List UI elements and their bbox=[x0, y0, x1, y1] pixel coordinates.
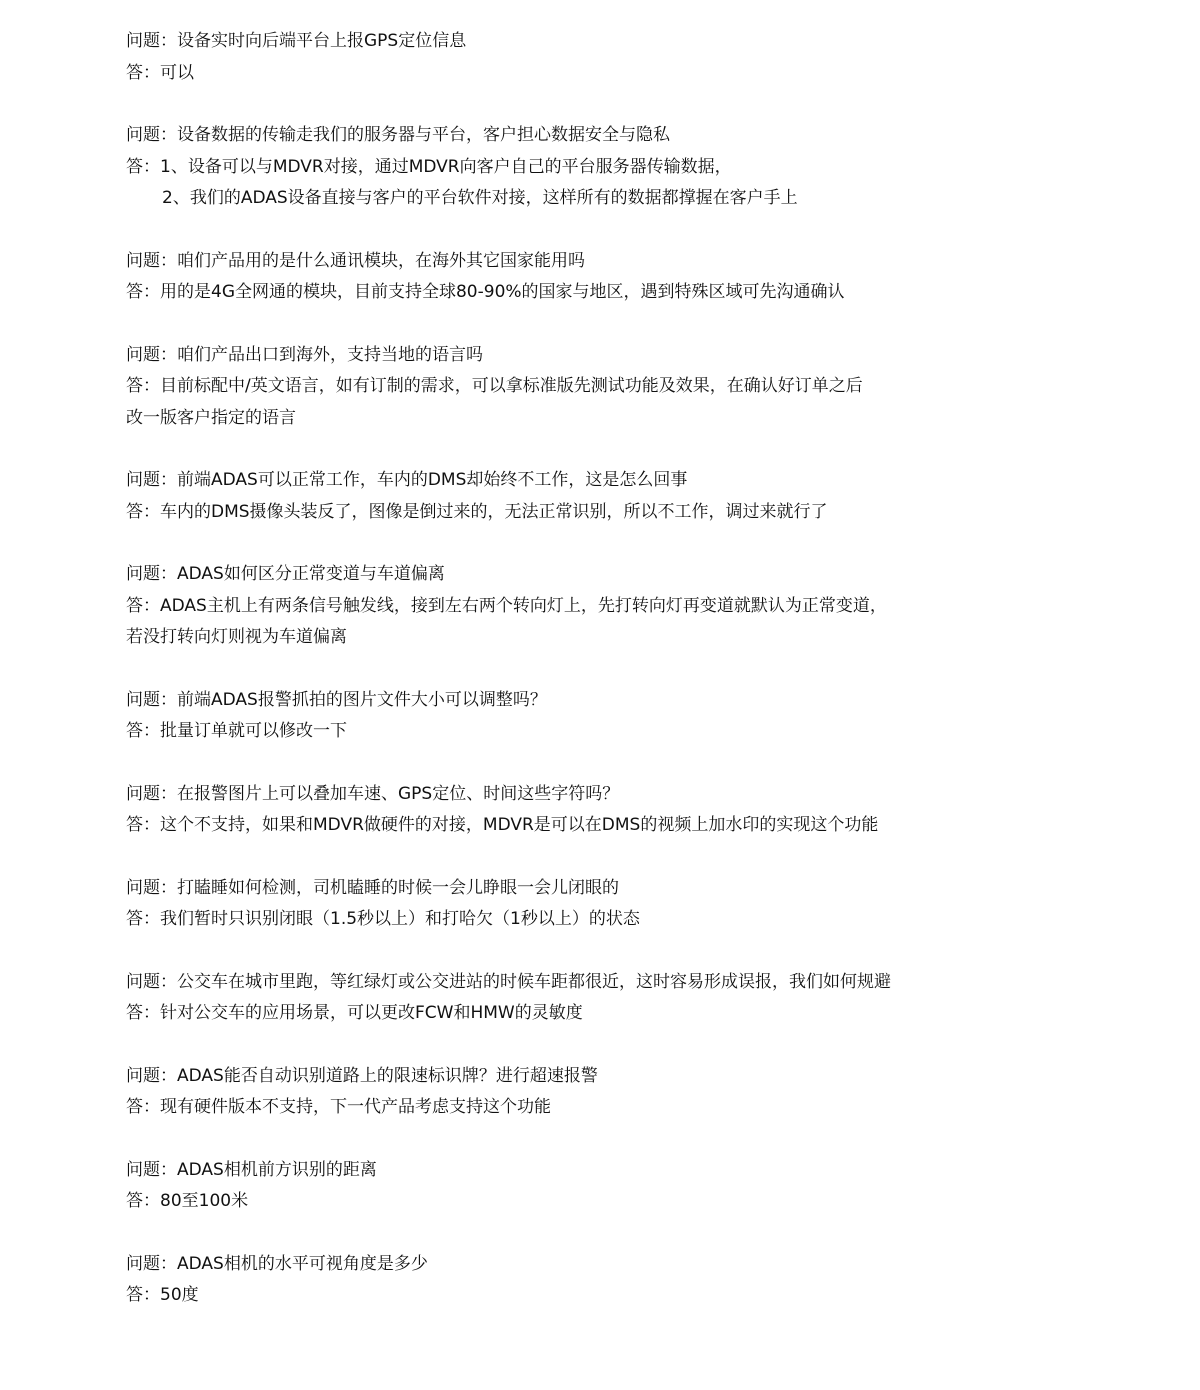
question-text: 问题：前端ADAS可以正常工作，车内的DMS却始终不工作，这是怎么回事 bbox=[126, 470, 688, 490]
qa-item bbox=[126, 873, 1126, 936]
question-text: 问题：前端ADAS报警抓拍的图片文件大小可以调整吗？ bbox=[126, 689, 547, 710]
answer-text: 答：批量订单就可以修改一下 bbox=[126, 721, 347, 741]
qa-item bbox=[126, 1061, 1126, 1124]
qa-item bbox=[126, 120, 1126, 215]
question-text: 问题：设备数据的传输走我们的服务器与平台，客户担心数据安全与隐私 bbox=[126, 125, 670, 145]
answer-text: 答：现有硬件版本不支持，下一代产品考虑支持这个功能 bbox=[126, 1097, 551, 1117]
answer-text: 答：80至100米 bbox=[126, 1191, 249, 1211]
question-text: 问题：ADAS相机的水平可视角度是多少 bbox=[126, 1253, 428, 1274]
question-text: 问题：公交车在城市里跑，等红绿灯或公交进站的时候车距都很近，这时容易形成误报，我们如何规避 bbox=[126, 971, 891, 992]
answer-text-continued: 改一版客户指定的语言 bbox=[126, 407, 296, 428]
qa-item bbox=[126, 779, 1126, 842]
qa-item bbox=[126, 685, 1126, 748]
answer-text: 答：我们暂时只识别闭眼（1.5秒以上）和打哈欠（1秒以上）的状态 bbox=[126, 909, 640, 929]
faq-document bbox=[126, 26, 1126, 1343]
answer-text: 答：用的是4G全网通的模块，目前支持全球80-90%的国家与地区，遇到特殊区域可先沟通确认 bbox=[126, 282, 845, 302]
question-text: 问题：ADAS能否自动识别道路上的限速标识牌？进行超速报警 bbox=[126, 1065, 598, 1086]
answer-text: 答：这个不支持，如果和MDVR做硬件的对接，MDVR是可以在DMS的视频上加水印的实现这个功能 bbox=[126, 815, 879, 835]
answer-text: 答：可以 bbox=[126, 62, 194, 83]
qa-item bbox=[126, 246, 1126, 309]
answer-text: 答：ADAS主机上有两条信号触发线，接到左右两个转向灯上，先打转向灯再变道就默认为正常变道， bbox=[126, 595, 887, 616]
answer-text: 答：针对公交车的应用场景，可以更改FCW和HMW的灵敏度 bbox=[126, 1003, 583, 1023]
answer-text: 答：50度 bbox=[126, 1285, 199, 1305]
qa-item bbox=[126, 967, 1126, 1030]
qa-item bbox=[126, 559, 1126, 654]
qa-item bbox=[126, 465, 1126, 528]
answer-text: 答：1、设备可以与MDVR对接，通过MDVR向客户自己的平台服务器传输数据， bbox=[126, 156, 732, 177]
answer-text-continued: 若没打转向灯则视为车道偏离 bbox=[126, 627, 347, 647]
qa-item bbox=[126, 1155, 1126, 1218]
qa-item bbox=[126, 1249, 1126, 1312]
answer-text-continued: 2、我们的ADAS设备直接与客户的平台软件对接，这样所有的数据都撑握在客户手上 bbox=[162, 188, 798, 208]
question-text: 问题：ADAS相机前方识别的距离 bbox=[126, 1159, 377, 1180]
answer-text: 答：车内的DMS摄像头装反了，图像是倒过来的，无法正常识别，所以不工作，调过来就行了 bbox=[126, 501, 828, 522]
question-text: 问题：打瞌睡如何检测，司机瞌睡的时候一会儿睁眼一会儿闭眼的 bbox=[126, 877, 619, 898]
question-text: 问题：咱们产品出口到海外，支持当地的语言吗 bbox=[126, 344, 483, 365]
answer-text: 答：目前标配中/英文语言，如有订制的需求，可以拿标准版先测试功能及效果，在确认好订单之后 bbox=[126, 376, 863, 396]
question-text: 问题：ADAS如何区分正常变道与车道偏离 bbox=[126, 564, 445, 584]
question-text: 问题：咱们产品用的是什么通讯模块，在海外其它国家能用吗 bbox=[126, 250, 585, 271]
question-text: 问题：设备实时向后端平台上报GPS定位信息 bbox=[126, 31, 467, 51]
qa-item bbox=[126, 26, 1126, 89]
question-text: 问题：在报警图片上可以叠加车速、GPS定位、时间这些字符吗？ bbox=[126, 783, 620, 804]
qa-item bbox=[126, 340, 1126, 435]
